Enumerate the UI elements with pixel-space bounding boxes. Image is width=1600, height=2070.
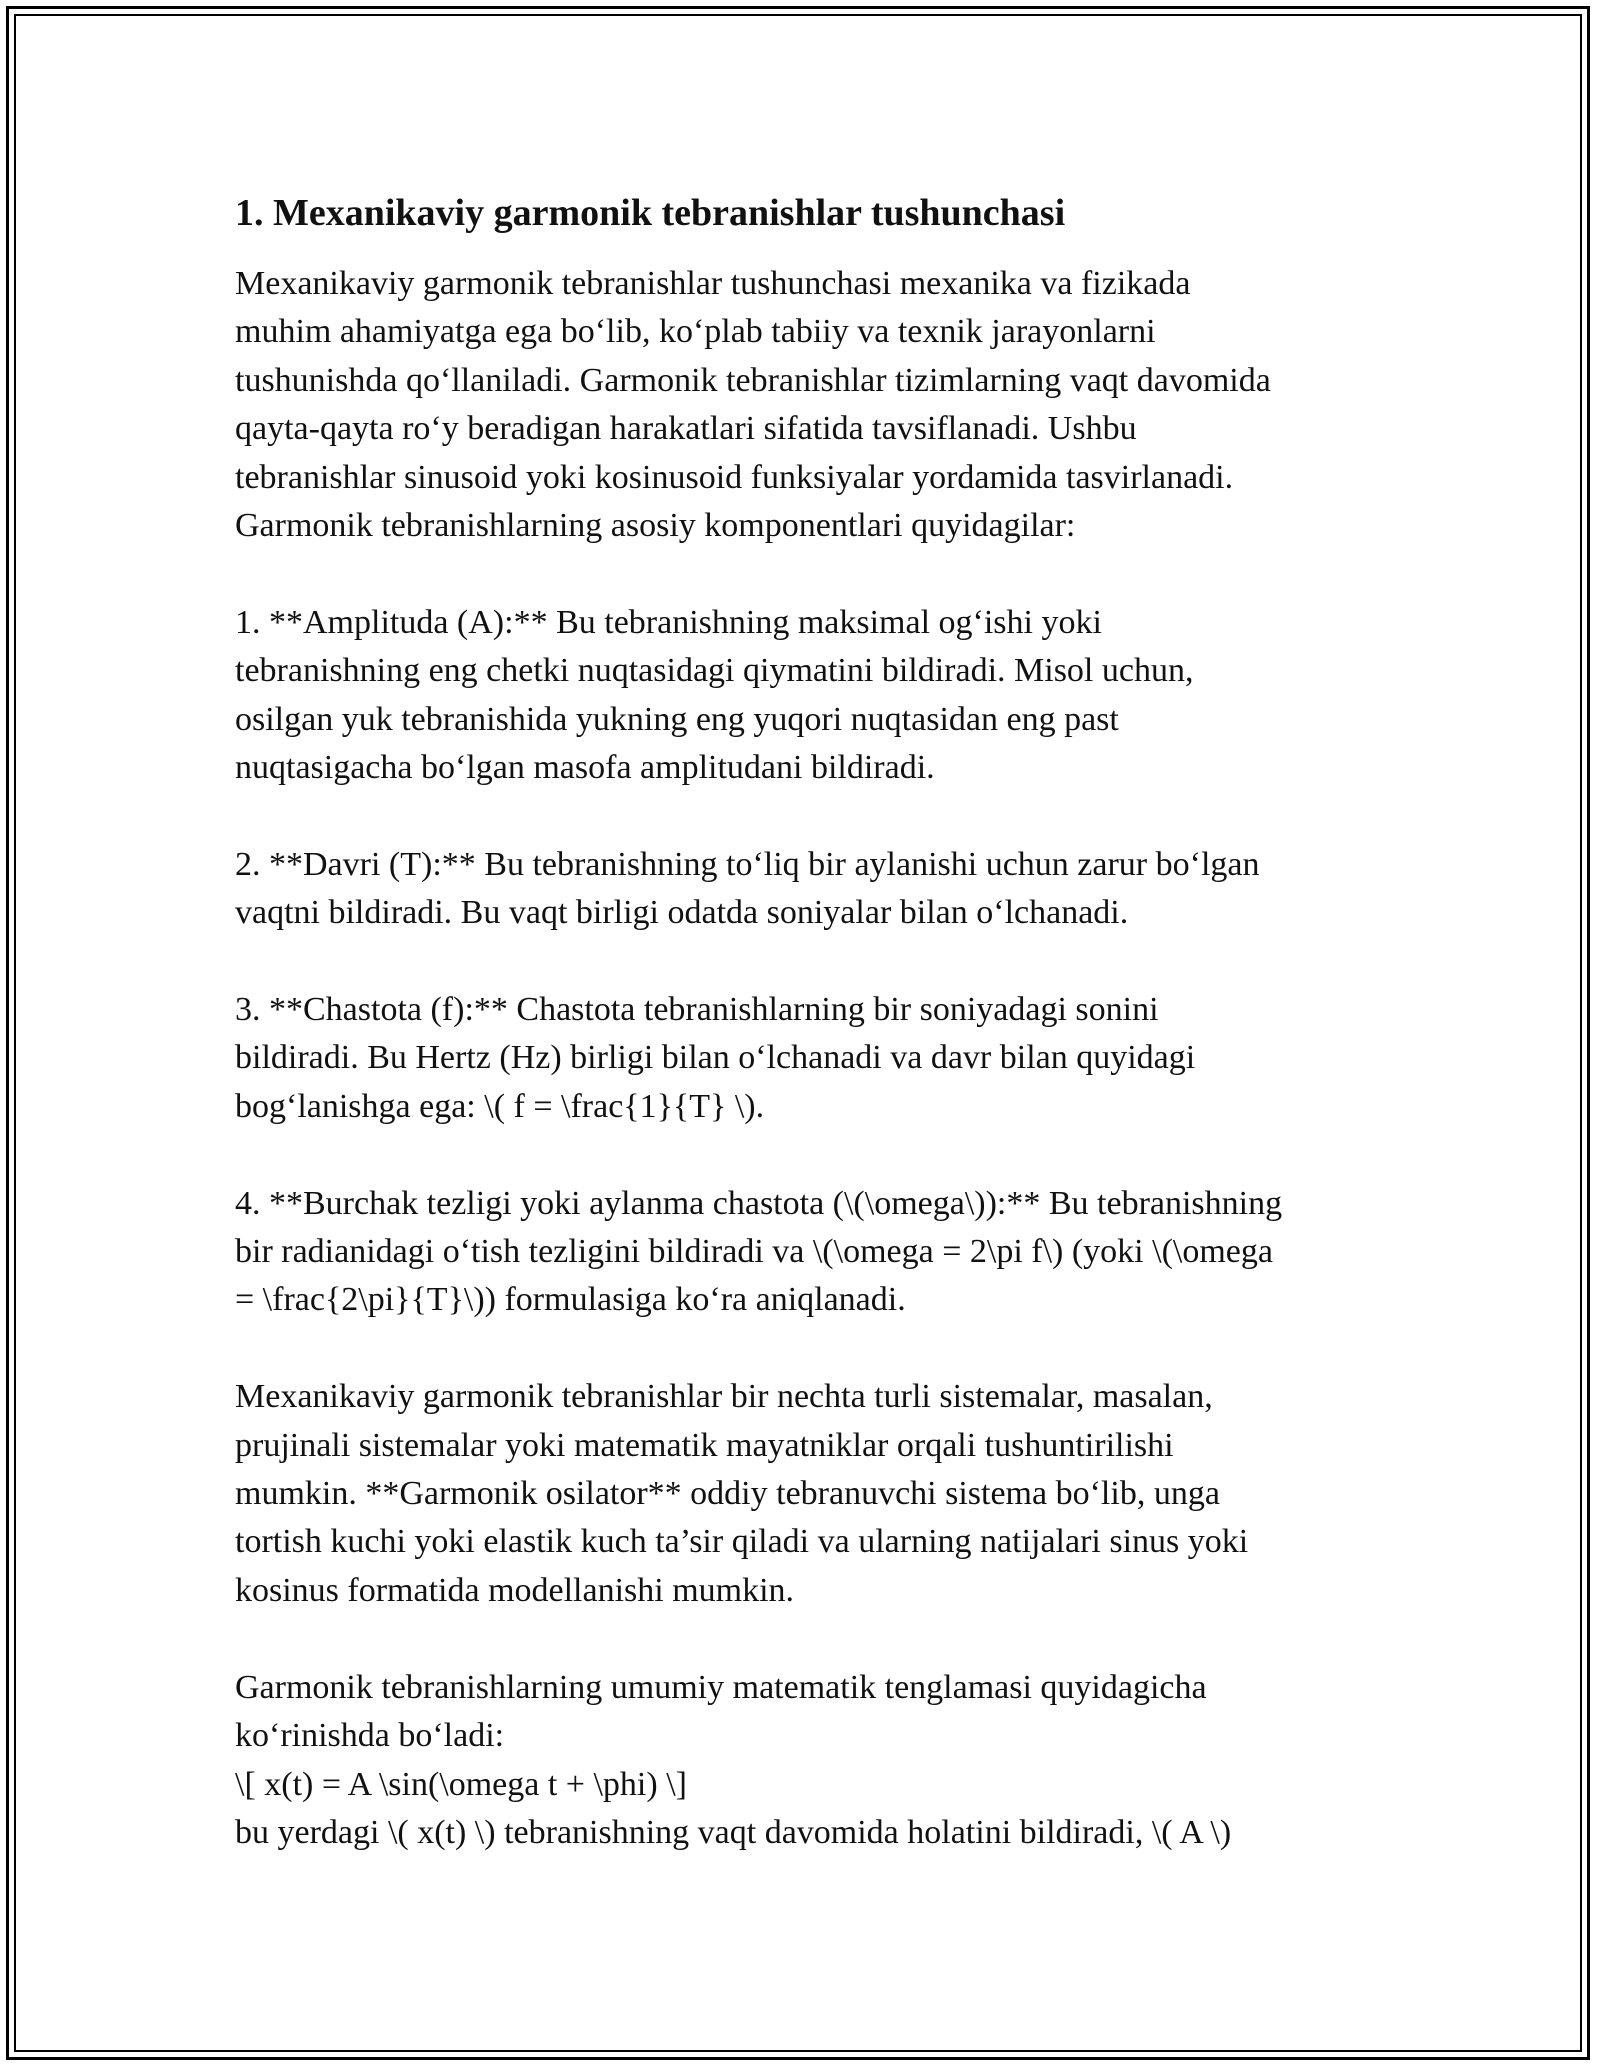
text-line: 3. **Chastota (f):** Chastota tebranishlarning bir soniyadagi sonini: [235, 991, 1159, 1029]
text-line: Garmonik tebranishlarning umumiy matematik tenglamasi quyidagicha: [235, 1668, 1207, 1706]
paragraph-gap: [235, 1325, 1370, 1373]
text-line: tortish kuchi yoki elastik kuch ta’sir qiladi va ularning natijalari sinus yoki: [235, 1523, 1249, 1561]
text-line: prujinali sistemalar yoki matematik mayatniklar orqali tushuntirilishi: [235, 1426, 1174, 1464]
intro-paragraph: [235, 260, 1370, 550]
text-line: muhim ahamiyatga ega bo‘lib, ko‘plab tabiiy va texnik jarayonlarni: [235, 313, 1156, 351]
text-line: bog‘lanishga ega: \( f = \frac{1}{T} \).: [235, 1087, 765, 1125]
text-line: 2. **Davri (T):** Bu tebranishning to‘liq bir aylanishi uchun zarur bo‘lgan: [235, 845, 1260, 883]
paragraph-gap: [235, 792, 1370, 840]
text-line: ko‘rinishda bo‘ladi:: [235, 1717, 505, 1755]
text-line: 4. **Burchak tezligi yoki aylanma chastota (\(\omega\)):** Bu tebranishning: [235, 1184, 1283, 1222]
paragraph-gap: [235, 1131, 1370, 1179]
text-line: mumkin. **Garmonik osilator** oddiy tebranuvchi sistema bo‘lib, unga: [235, 1475, 1220, 1513]
text-line: bu yerdagi \( x(t) \) tebranishning vaqt davomida holatini bildiradi, \( A \): [235, 1813, 1232, 1851]
text-line: osilgan yuk tebranishida yukning eng yuqori nuqtasidan eng past: [235, 700, 1119, 738]
text-line: tushunishda qo‘llaniladi. Garmonik tebranishlar tizimlarning vaqt davomida: [235, 361, 1271, 399]
list-item-amplitude: [235, 599, 1370, 793]
paragraph-gap: [235, 1615, 1370, 1663]
text-line: bildiradi. Bu Hertz (Hz) birligi bilan o‘lchanadi va davr bilan quyidagi: [235, 1039, 1196, 1077]
list-item-period: [235, 841, 1370, 938]
text-line: 1. **Amplituda (A):** Bu tebranishning maksimal og‘ishi yoki: [235, 603, 1102, 641]
text-line: Mexanikaviy garmonik tebranishlar bir nechta turli sistemalar, masalan,: [235, 1378, 1213, 1416]
text-line: tebranishlar sinusoid yoki kosinusoid funksiyalar yordamida tasvirlanadi.: [235, 458, 1234, 496]
text-line: qayta-qayta ro‘y beradigan harakatlari sifatida tavsiflanadi. Ushbu: [235, 410, 1137, 448]
text-line: vaqtni bildiradi. Bu vaqt birligi odatda soniyalar bilan o‘lchanadi.: [235, 894, 1129, 932]
equation-line: \[ x(t) = A \sin(\omega t + \phi) \]: [235, 1765, 687, 1803]
list-item-angular-frequency: [235, 1180, 1370, 1325]
text-line: = \frac{2\pi}{T}\)) formulasiga ko‘ra aniqlanadi.: [235, 1281, 906, 1319]
text-line: kosinus formatida modellanishi mumkin.: [235, 1571, 795, 1609]
list-item-frequency: [235, 986, 1370, 1131]
text-line: bir radianidagi o‘tish tezligini bildiradi va \(\omega = 2\pi f\) (yoki \(\omega: [235, 1233, 1273, 1271]
text-line: nuqtasigacha bo‘lgan masofa amplitudani bildiradi.: [235, 749, 935, 787]
equation-paragraph: [235, 1664, 1370, 1858]
paragraph-gap: [235, 938, 1370, 986]
section-heading: 1. Mexanikaviy garmonik tebranishlar tushunchasi: [235, 192, 1066, 234]
text-line: Mexanikaviy garmonik tebranishlar tushunchasi mexanika va fizikada: [235, 265, 1191, 302]
systems-paragraph: [235, 1373, 1370, 1615]
text-line: Garmonik tebranishlarning asosiy komponentlari quyidagilar:: [235, 507, 1076, 545]
document-body: [235, 188, 1370, 1857]
paragraph-gap: [235, 550, 1370, 598]
text-line: tebranishning eng chetki nuqtasidagi qiymatini bildiradi. Misol uchun,: [235, 652, 1194, 690]
